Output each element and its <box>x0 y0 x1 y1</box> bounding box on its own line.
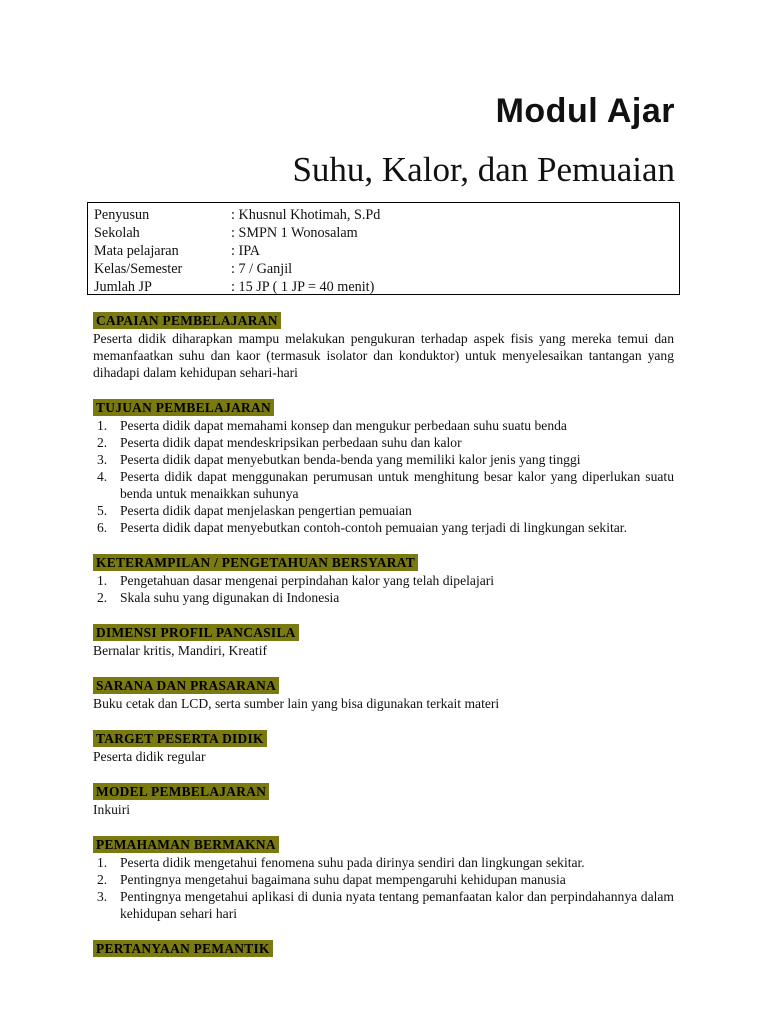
list-text: Pentingnya mengetahui bagaimana suhu dapat mempengaruhi kehidupan manusia <box>120 872 566 887</box>
section-text: Peserta didik regular <box>93 749 206 764</box>
section-heading: TARGET PESERTA DIDIK <box>93 730 267 747</box>
list-text: Pentingnya mengetahui aplikasi di dunia nyata tentang pemanfaatan kalor dan perpindahannya dalam kehidupan sehari hari <box>120 889 674 921</box>
info-box <box>87 202 680 295</box>
list-text: Peserta didik mengetahui fenomena suhu pada dirinya sendiri dan lingkungan sekitar. <box>120 855 585 870</box>
list-text: Peserta didik dapat menyebutkan contoh-contoh pemuaian yang terjadi di lingkungan sekitar. <box>120 520 627 535</box>
list-number: 6. <box>97 520 108 535</box>
info-label: Jumlah JP <box>94 279 152 295</box>
list-text: Peserta didik dapat menggunakan perumusan untuk menghitung besar kalor yang diperlukan suatu benda untuk menaikkan suhunya <box>120 469 674 501</box>
list-item <box>93 871 674 888</box>
section-heading: PEMAHAMAN BERMAKNA <box>93 836 279 853</box>
list-item <box>93 417 674 434</box>
info-label: Mata pelajaran <box>94 243 179 259</box>
section-heading: KETERAMPILAN / PENGETAHUAN BERSYARAT <box>93 554 418 571</box>
info-row-jumlah-jp <box>94 278 673 296</box>
list-number: 4. <box>97 469 108 484</box>
list-number: 2. <box>97 590 108 605</box>
list-item <box>93 888 674 922</box>
list-number: 3. <box>97 889 108 904</box>
section-model-pembelajaran <box>93 783 674 818</box>
document-content <box>93 312 674 976</box>
list-text: Peserta didik dapat memahami konsep dan mengukur perbedaan suhu suatu benda <box>120 418 567 433</box>
info-row-kelas-semester <box>94 260 673 278</box>
list-item <box>93 451 674 468</box>
document-title: Modul Ajar <box>495 92 675 130</box>
section-pemahaman-bermakna <box>93 836 674 922</box>
info-value: : SMPN 1 Wonosalam <box>231 225 358 241</box>
section-capaian-pembelajaran <box>93 312 674 381</box>
section-heading: CAPAIAN PEMBELAJARAN <box>93 312 281 329</box>
section-heading: MODEL PEMBELAJARAN <box>93 783 269 800</box>
list-number: 2. <box>97 435 108 450</box>
info-row-penyusun <box>94 206 673 224</box>
section-heading: SARANA DAN PRASARANA <box>93 677 279 694</box>
section-text: Inkuiri <box>93 802 130 817</box>
info-value: : 15 JP ( 1 JP = 40 menit) <box>231 279 375 295</box>
list-number: 1. <box>97 418 108 433</box>
list-text: Pengetahuan dasar mengenai perpindahan kalor yang telah dipelajari <box>120 573 495 588</box>
info-value: : IPA <box>231 243 261 259</box>
list-item <box>93 589 674 606</box>
info-value: : 7 / Ganjil <box>231 261 293 277</box>
list-item <box>93 502 674 519</box>
list-number: 1. <box>97 855 108 870</box>
list-number: 1. <box>97 573 108 588</box>
info-label: Kelas/Semester <box>94 261 183 277</box>
info-row-sekolah <box>94 224 673 242</box>
section-heading: TUJUAN PEMBELAJARAN <box>93 399 274 416</box>
section-heading: PERTANYAAN PEMANTIK <box>93 940 273 957</box>
list-item <box>93 572 674 589</box>
section-text: Bernalar kritis, Mandiri, Kreatif <box>93 643 268 658</box>
section-target-peserta-didik <box>93 730 674 765</box>
pemahaman-list <box>93 854 674 922</box>
section-heading: DIMENSI PROFIL PANCASILA <box>93 624 299 641</box>
list-item <box>93 434 674 451</box>
section-tujuan-pembelajaran <box>93 399 674 536</box>
info-value: : Khusnul Khotimah, S.Pd <box>231 207 381 223</box>
list-item <box>93 519 674 536</box>
list-number: 2. <box>97 872 108 887</box>
section-keterampilan-bersyarat <box>93 554 674 606</box>
list-text: Peserta didik dapat menjelaskan pengertian pemuaian <box>120 503 412 518</box>
tujuan-list <box>93 417 674 536</box>
list-text: Skala suhu yang digunakan di Indonesia <box>120 590 340 605</box>
section-text: Buku cetak dan LCD, serta sumber lain yang bisa digunakan terkait materi <box>93 696 500 711</box>
list-number: 3. <box>97 452 108 467</box>
keterampilan-list <box>93 572 674 606</box>
info-label: Sekolah <box>94 225 140 241</box>
list-number: 5. <box>97 503 108 518</box>
list-item <box>93 468 674 502</box>
section-sarana-prasarana <box>93 677 674 712</box>
list-item <box>93 854 674 871</box>
list-text: Peserta didik dapat menyebutkan benda-benda yang memiliki kalor jenis yang tinggi <box>120 452 581 467</box>
section-text: Peserta didik diharapkan mampu melakukan pengukuran terhadap aspek fisis yang mereka temui dan memanfaatkan suhu dan kaor (termasuk isolator dan konduktor) untuk menyelesaikan tantangan yang dihadapi dalam kehidupan sehari-hari <box>93 331 674 380</box>
document-subtitle: Suhu, Kalor, dan Pemuaian <box>292 150 675 189</box>
section-dimensi-profil-pancasila <box>93 624 674 659</box>
info-label: Penyusun <box>94 207 150 223</box>
info-row-mata-pelajaran <box>94 242 673 260</box>
list-text: Peserta didik dapat mendeskripsikan perbedaan suhu dan kalor <box>120 435 462 450</box>
section-pertanyaan-pemantik <box>93 940 674 958</box>
